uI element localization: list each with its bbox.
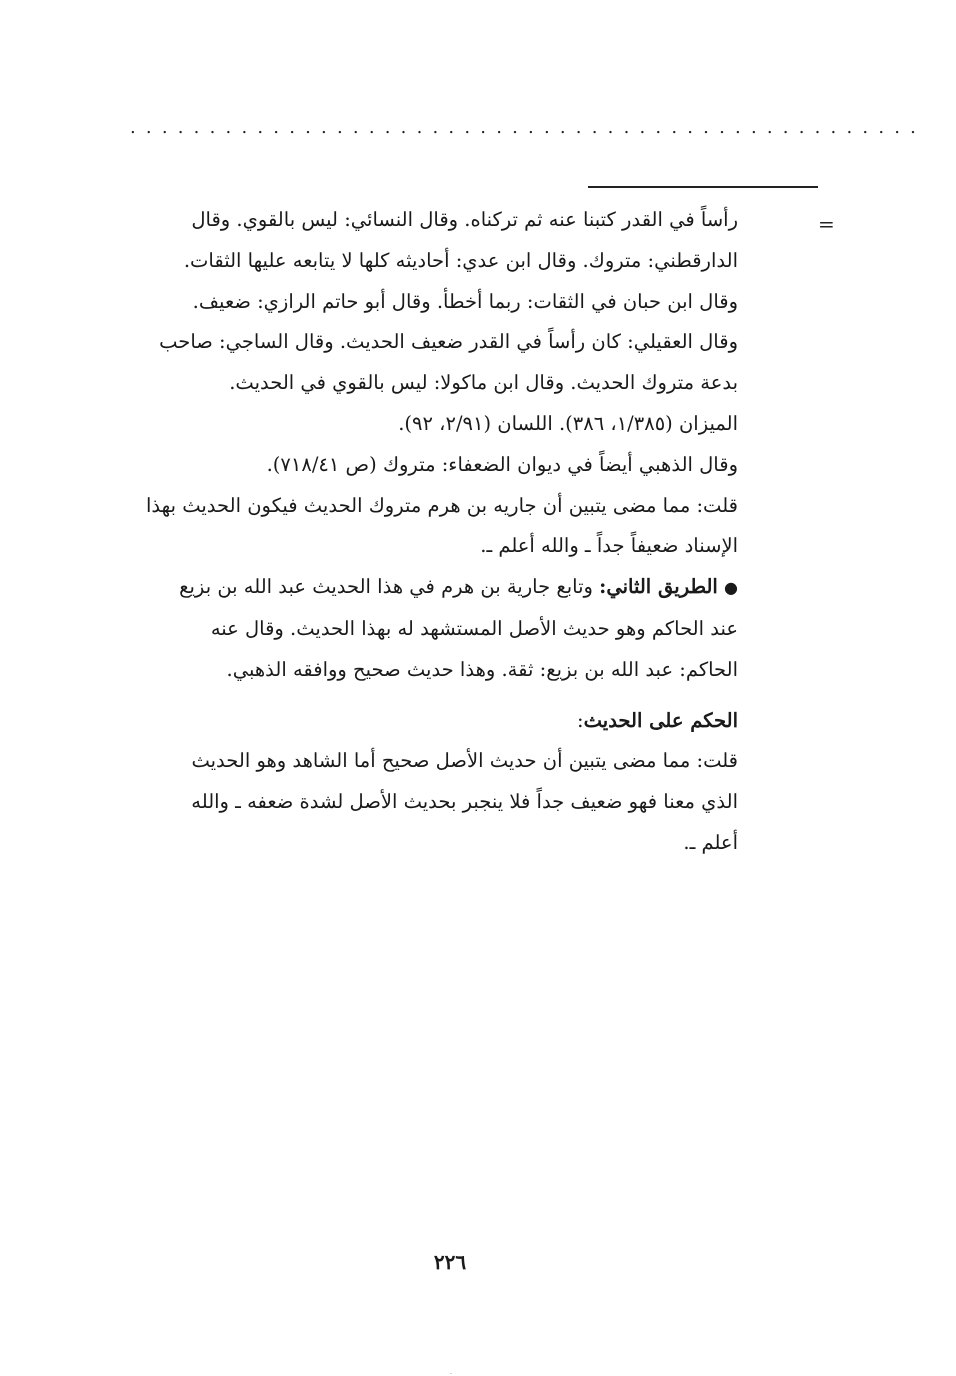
dotted-separator: .................................................. (130, 117, 927, 138)
section-label: الطريق الثاني: (599, 575, 718, 599)
text-line: قلت: مما مضى يتبين أن جاريه بن هرم متروك الحديث فيكون الحديث بهذا (145, 493, 738, 517)
text-line: أعلم ـ. (683, 830, 738, 854)
text-run: وتابع جارية بن هرم في هذا الحديث عبد الله بن بزيع (179, 575, 593, 599)
text-line: وقال الذهبي أيضاً في ديوان الضعفاء: متروك (ص ٧١٨/٤١). (266, 452, 738, 476)
footnote-rule (588, 186, 818, 188)
text-line: الدارقطني: متروك. وقال ابن عدي: أحاديثه كلها لا يتابعه عليها الثقات. (183, 248, 738, 272)
text-line: وقال ابن حبان في الثقات: ربما أخطأ. وقال أبو حاتم الرازي: ضعيف. (192, 289, 738, 313)
heading-colon: : (577, 708, 584, 732)
scan-speck: . (450, 1369, 452, 1376)
page-number: ٢٢٦ (433, 1250, 467, 1274)
text-line: وقال العقيلي: كان رأساً في القدر ضعيف الحديث. وقال الساجي: صاحب (159, 330, 738, 354)
text-line: بدعة متروك الحديث. وقال ابن ماكولا: ليس بالقوي في الحديث. (229, 371, 738, 395)
text-line: الذي معنا فهو ضعيف جداً فلا ينجبر بحديث الأصل لشدة ضعفه ـ والله (191, 790, 738, 814)
text-line: عند الحاكم وهو حديث الأصل المستشهد له بهذا الحديث. وقال عنه (210, 616, 738, 640)
text-line: الإسناد ضعيفاً جداً ـ والله أعلم ـ. (480, 534, 738, 558)
text-line: الميزان (١/٣٨٥، ٣٨٦). اللسان (٢/٩١، ٩٢). (398, 411, 738, 435)
text-line: رأساً في القدر كتبنا عنه ثم تركناه. وقال النسائي: ليس بالقوي. وقال (191, 208, 738, 231)
section-heading (128, 701, 738, 742)
text-line: قلت: مما مضى يتبين أن حديث الأصل صحيح أما الشاهد وهو الحديث (191, 749, 738, 773)
footnote-text (128, 200, 738, 864)
text-line (128, 567, 738, 609)
heading-text: الحكم على الحديث (583, 708, 738, 732)
continuation-mark: = (818, 212, 835, 236)
bullet-icon: ● (724, 578, 738, 598)
text-line: الحاكم: عبد الله بن بزيع: ثقة. وهذا حديث صحيح ووافقه الذهبي. (226, 657, 738, 681)
